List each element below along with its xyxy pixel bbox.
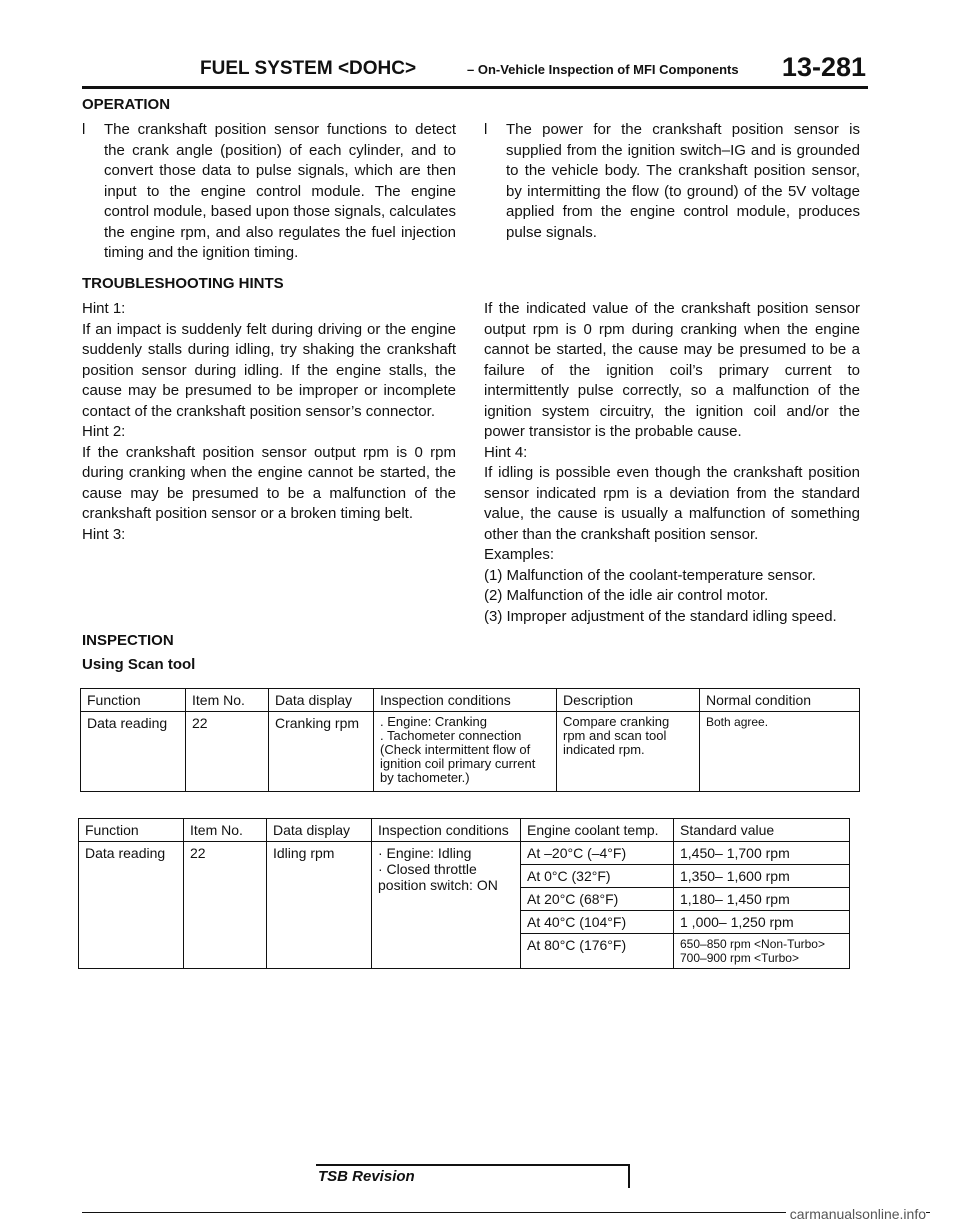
table-cell: . Engine: Cranking . Tachometer connection (Check intermittent flow of ignition coil primary current by tachometer.)	[374, 712, 557, 792]
hint4-text: If idling is possible even though the crankshaft position sensor indicated rpm is a deviation from the standard value, the cause is usually a malfunction of something other than the crankshaft position sensor.	[484, 464, 860, 543]
table-cell: 22	[184, 842, 267, 969]
header-cell: Item No.	[186, 689, 269, 712]
header-cell: Inspection conditions	[374, 689, 557, 712]
tsb-revision-label: TSB Revision	[318, 1168, 415, 1185]
hint3-label: Hint 3:	[82, 525, 126, 543]
table-cell: 1,180– 1,450 rpm	[674, 888, 850, 911]
table-cell: Data reading	[79, 842, 184, 969]
examples-label: Examples:	[484, 546, 555, 563]
operation-right-text: The power for the crankshaft position sensor is supplied from the ignition switch–IG and is grounded to the vehicle body. The crankshaft position sensor, by intermitting the flow (to ground) of the 5V voltage applied from the engine control module, produces pulse signals.	[506, 121, 860, 241]
table-cell: At 40°C (104°F)	[521, 911, 674, 934]
operation-bullet-right	[484, 120, 860, 243]
hint1-label: Hint 1:	[82, 300, 126, 317]
header-cell: Inspection conditions	[372, 819, 521, 842]
hints-left-column	[82, 299, 456, 545]
table-cell: Data reading	[81, 712, 186, 792]
troubleshooting-heading: TROUBLESHOOTING HINTS	[82, 275, 284, 292]
header-cell: Standard value	[674, 819, 850, 842]
header-cell: Function	[81, 689, 186, 712]
header-cell: Data display	[269, 689, 374, 712]
table-cell: Cranking rpm	[269, 712, 374, 792]
table-cell: At 0°C (32°F)	[521, 865, 674, 888]
hint2-label: Hint 2:	[82, 423, 126, 440]
header-cell: Function	[79, 819, 184, 842]
hint3-text: If the indicated value of the crankshaft position sensor output rpm is 0 rpm during cranking when the engine cannot be started, the cause may be presumed to be a failure of the ignition coil’s primary current to intermittently pulse correctly, so a malfunction of the ignition system circuitry, the ignition coil and/or the power transistor is the probable cause.	[484, 300, 860, 440]
cranking-rpm-table	[80, 688, 860, 792]
table-cell: At –20°C (–4°F)	[521, 842, 674, 865]
hint1-text: If an impact is suddenly felt during driving or the engine suddenly stalls during idling, try shaking the crankshaft position sensor during idling. If the engine stalls, the cause may be presumed to be improper or incomplete contact of the crankshaft position sensor’s connector.	[82, 320, 456, 420]
page-number: 13-281	[781, 52, 866, 82]
table-cell: 22	[186, 712, 269, 792]
page-header	[82, 52, 868, 89]
table-cell: At 80°C (176°F)	[521, 934, 674, 969]
table-cell: · Engine: Idling · Closed throttle position switch: ON	[372, 842, 521, 969]
table-cell: Idling rpm	[267, 842, 372, 969]
section-subtitle: – On-Vehicle Inspection of MFI Components	[467, 62, 739, 77]
section-title: FUEL SYSTEM <DOHC>	[200, 58, 417, 79]
inspection-subheading: Using Scan tool	[82, 656, 196, 673]
header-cell: Engine coolant temp.	[521, 819, 674, 842]
operation-heading: OPERATION	[82, 96, 171, 113]
header-cell: Normal condition	[700, 689, 860, 712]
table-header-row	[81, 689, 860, 712]
table-cell: Compare cranking rpm and scan tool indicated rpm.	[557, 712, 700, 792]
watermark: carmanualsonline.info	[786, 1206, 926, 1222]
header-cell: Data display	[267, 819, 372, 842]
operation-right-column	[484, 120, 860, 243]
bullet-marker: l	[484, 121, 488, 138]
inspection-heading: INSPECTION	[82, 632, 174, 649]
table-cell: At 20°C (68°F)	[521, 888, 674, 911]
example-item: (2) Malfunction of the idle air control motor.	[484, 587, 769, 604]
operation-left-column	[82, 120, 456, 264]
table-header-row	[79, 819, 850, 842]
table-cell: 650–850 rpm <Non-Turbo> 700–900 rpm <Turbo>	[674, 934, 850, 969]
idling-rpm-table	[78, 818, 850, 969]
example-item: (3) Improper adjustment of the standard idling speed.	[484, 607, 837, 625]
table-cell: 1,350– 1,600 rpm	[674, 865, 850, 888]
operation-left-text: The crankshaft position sensor functions to detect the crank angle (position) of each cylinder, and to convert those data to pulse signals, which are then input to the engine control module. The engine control module, based upon those signals, calculates the engine rpm, and also regulates the fuel injection timing and the ignition timing.	[104, 121, 456, 261]
hint4-label: Hint 4:	[484, 443, 528, 461]
header-cell: Description	[557, 689, 700, 712]
hints-right-column	[484, 299, 860, 627]
table-cell: 1 ,000– 1,250 rpm	[674, 911, 850, 934]
table-cell: 1,450– 1,700 rpm	[674, 842, 850, 865]
operation-bullet-left	[82, 120, 456, 264]
table-row	[79, 842, 850, 865]
bullet-marker: l	[82, 121, 86, 138]
header-cell: Item No.	[184, 819, 267, 842]
hint2-text: If the crankshaft position sensor output rpm is 0 rpm during cranking when the engine cannot be started, the cause may be presumed to be a malfunction of the crankshaft position sensor or a broken timing belt.	[82, 443, 456, 522]
table-row	[81, 712, 860, 792]
example-item: (1) Malfunction of the coolant-temperature sensor.	[484, 566, 816, 584]
tsb-revision-box	[316, 1164, 630, 1188]
table-cell: Both agree.	[700, 712, 860, 792]
